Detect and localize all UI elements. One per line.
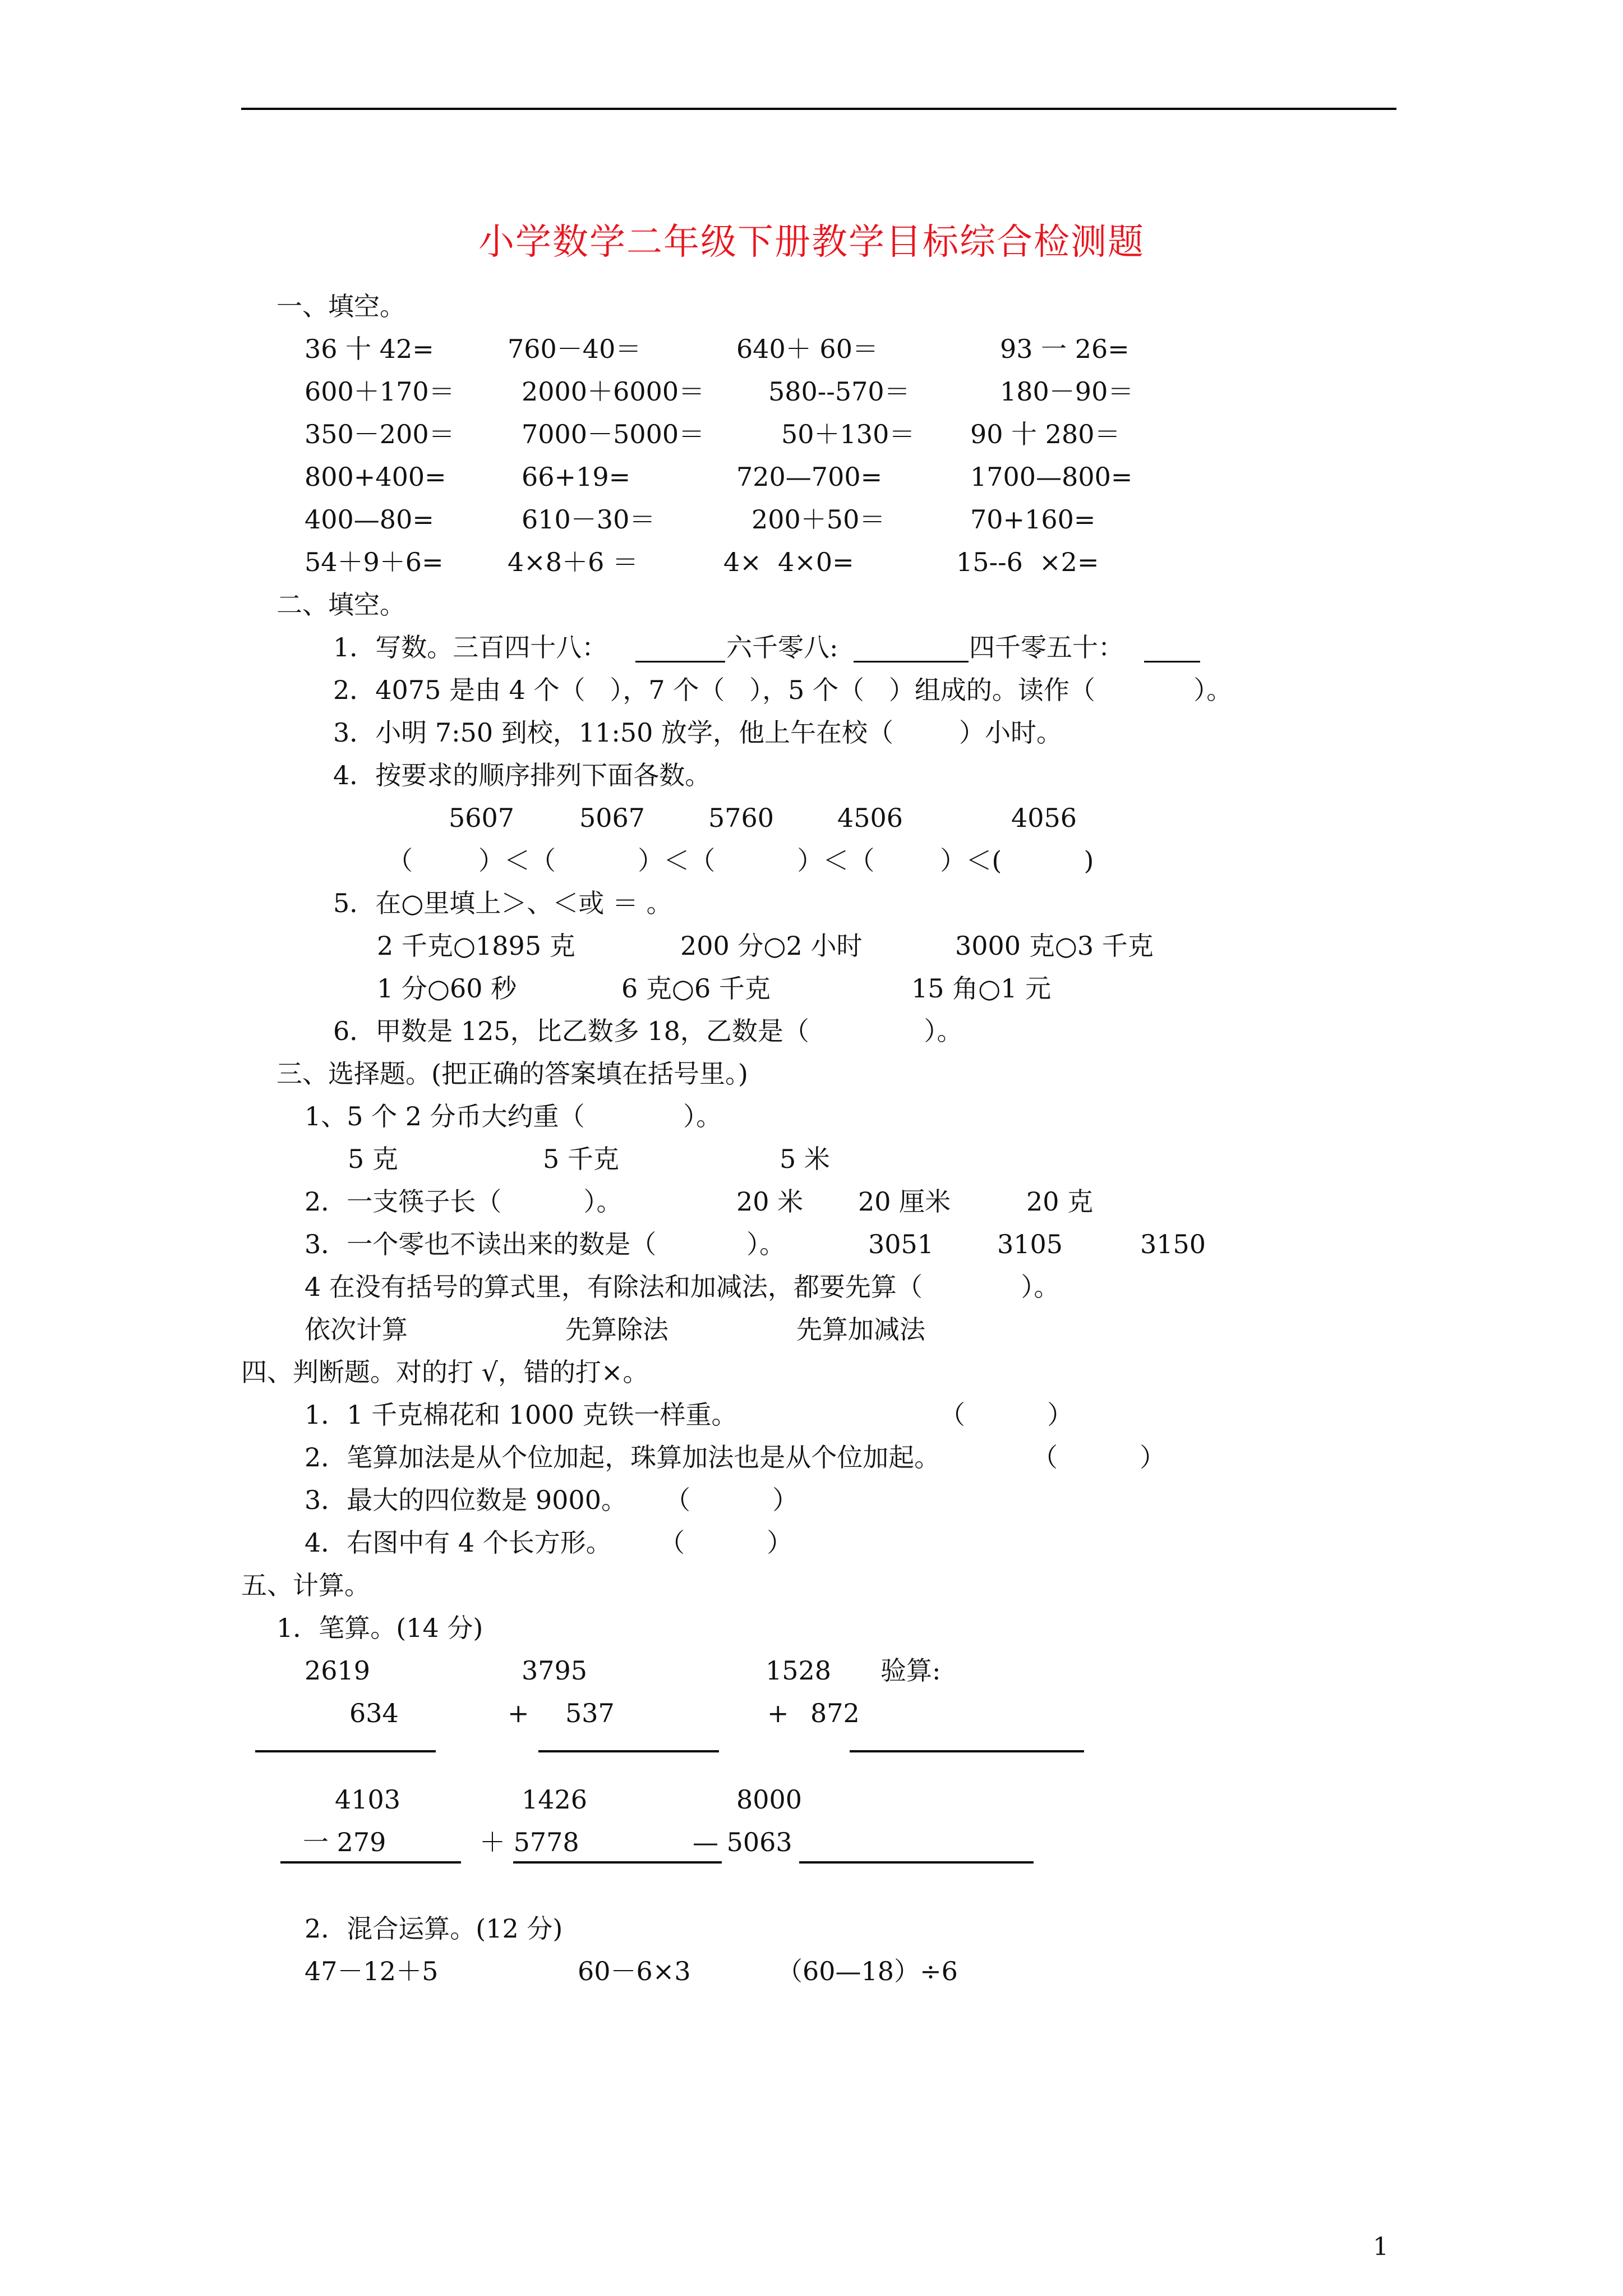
addend-bottom: 537: [565, 1698, 615, 1728]
s1-item: 7000－5000＝: [522, 419, 705, 449]
addend-top: 3795: [522, 1655, 588, 1686]
s4-statement: 2．笔算加法是从个位加起，珠算加法也是从个位加起。: [305, 1442, 940, 1473]
s3-option: 5 克: [348, 1144, 398, 1174]
mixed-expr: （60—18）÷6: [777, 1956, 958, 1986]
s1-item: 600＋170＝: [305, 376, 455, 407]
s2-q4-number: 4506: [837, 803, 903, 833]
mixed-expr: 47－12＋5: [305, 1956, 439, 1986]
section-1-heading: 一、填空。: [276, 291, 405, 321]
s1-item: 2000＋6000＝: [522, 376, 705, 407]
s1-item: 720—700=: [736, 462, 883, 492]
s2-q2: 2．4075 是由 4 个（ ），7 个（ ），5 个（ ）组成的。读作（ ）。: [333, 675, 1233, 705]
section-5-heading: 五、计算。: [241, 1570, 370, 1600]
s1-item: 760－40＝: [508, 334, 642, 364]
s2-q4-number: 5607: [449, 803, 515, 833]
s3-option: 3150: [1140, 1229, 1206, 1259]
s3-option: 20 厘米: [858, 1186, 951, 1217]
s2-q4: 4．按要求的顺序排列下面各数。: [333, 760, 711, 790]
calc-underline: [255, 1750, 436, 1752]
s2-q1-label: 1．写数。三百四十八：: [333, 632, 608, 662]
verify-underline: [850, 1750, 1084, 1752]
addend-bottom: 634: [349, 1698, 399, 1728]
s2-q5-item: 6 克○6 千克: [621, 973, 771, 1004]
addend-top: 2619: [305, 1655, 371, 1686]
s3-option: 先算加减法: [796, 1314, 925, 1345]
subtrahend-top: 1426: [522, 1784, 588, 1815]
page-title: 小学数学二年级下册教学目标综合检测题: [478, 222, 1145, 263]
s1-item: 54＋9＋6=: [305, 547, 444, 577]
calc-underline: [513, 1861, 722, 1864]
judge-bracket[interactable]: （ ）: [939, 1400, 1073, 1430]
s3-q1: 1、5 个 2 分币大约重（ ）。: [305, 1101, 722, 1131]
s1-item: 640＋ 60＝: [736, 334, 878, 364]
s2-q5-item: 200 分○2 小时: [680, 931, 863, 961]
s1-item: 180－90＝: [1000, 376, 1134, 407]
s1-item: 93 一 26=: [1000, 334, 1129, 364]
s2-q4-order: （ ）＜（ ）＜（ ）＜（ ）＜( ): [387, 845, 1094, 876]
s3-option: 5 米: [780, 1144, 830, 1174]
judge-bracket[interactable]: （ ）: [659, 1527, 793, 1558]
s3-q2: 2．一支筷子长（ ）。: [305, 1186, 623, 1217]
judge-bracket[interactable]: （ ）: [665, 1485, 799, 1515]
subtrahend-bottom: ＋ 5778: [479, 1827, 579, 1857]
page-number: 1: [1373, 2233, 1389, 2261]
answer-blank[interactable]: [854, 661, 969, 662]
subtrahend-bottom: — 5063: [693, 1827, 792, 1857]
subtrahend-top: 8000: [736, 1784, 803, 1815]
s3-option: 5 千克: [543, 1144, 619, 1174]
s1-item: 90 十 280＝: [970, 419, 1121, 449]
calc-underline: [799, 1861, 1034, 1864]
subtrahend-top: 4103: [335, 1784, 401, 1815]
s1-item: 400—80=: [305, 504, 434, 535]
s2-q1-label: 六千零八:: [726, 632, 838, 662]
s1-item: 36 十 42=: [305, 334, 434, 364]
s4-statement: 3．最大的四位数是 9000。: [305, 1485, 627, 1515]
s3-q3: 3．一个零也不读出来的数是（ ）。: [305, 1229, 786, 1259]
verify-label: 验算:: [880, 1655, 941, 1686]
s1-item: 800+400=: [305, 462, 446, 492]
s2-q4-number: 5067: [579, 803, 645, 833]
s3-option: 20 克: [1026, 1186, 1094, 1217]
s3-option: 先算除法: [565, 1314, 668, 1345]
calc-underline: [280, 1861, 461, 1864]
answer-blank[interactable]: [1144, 661, 1200, 662]
calc-underline: [538, 1750, 719, 1752]
s1-item: 1700—800=: [970, 462, 1133, 492]
mixed-expr: 60－6×3: [578, 1956, 691, 1986]
s2-q4-number: 4056: [1011, 803, 1077, 833]
plus-sign: +: [767, 1698, 789, 1728]
s1-item: 4×8＋6 ＝: [508, 547, 638, 577]
s4-statement: 4．右图中有 4 个长方形。: [305, 1527, 612, 1558]
s5-q2: 2．混合运算。(12 分): [305, 1913, 563, 1944]
s2-q5-item: 3000 克○3 千克: [955, 931, 1154, 961]
s1-item: 610－30＝: [522, 504, 656, 535]
s3-q4: 4 在没有括号的算式里，有除法和加减法，都要先算（ ）。: [305, 1272, 1060, 1302]
subtrahend-bottom: 一 279: [303, 1827, 386, 1857]
section-2-heading: 二、填空。: [276, 590, 405, 620]
judge-bracket[interactable]: （ ）: [1032, 1442, 1166, 1473]
s1-item: 580--570＝: [768, 376, 910, 407]
s2-q6: 6．甲数是 125，比乙数多 18，乙数是（ ）。: [333, 1016, 963, 1046]
s1-item: 50＋130＝: [781, 419, 915, 449]
s1-item: 66+19=: [522, 462, 631, 492]
s2-q5: 5．在○里填上＞、＜或 ＝ 。: [333, 888, 672, 918]
s3-option: 3105: [997, 1229, 1063, 1259]
s2-q3: 3．小明 7:50 到校，11:50 放学，他上午在校（ ）小时。: [333, 717, 1062, 748]
s2-q5-item: 15 角○1 元: [911, 973, 1052, 1004]
addend-bottom: 872: [810, 1698, 860, 1728]
answer-blank[interactable]: [635, 661, 725, 662]
s1-item: 350－200＝: [305, 419, 455, 449]
plus-sign: +: [508, 1698, 529, 1728]
s2-q4-number: 5760: [708, 803, 774, 833]
s2-q5-item: 2 千克○1895 克: [377, 931, 575, 961]
s1-item: 70+160=: [970, 504, 1096, 535]
header-rule: [241, 108, 1396, 110]
s3-option: 20 米: [736, 1186, 804, 1217]
s1-item: 15--6 ×2=: [956, 547, 1099, 577]
s3-option: 依次计算: [305, 1314, 408, 1345]
s1-item: 200＋50＝: [751, 504, 886, 535]
section-3-heading: 三、选择题。(把正确的答案填在括号里。): [276, 1059, 748, 1089]
section-4-heading: 四、判断题。对的打 √，错的打×。: [241, 1357, 649, 1387]
s5-q1: 1．笔算。(14 分): [276, 1613, 483, 1643]
s2-q5-item: 1 分○60 秒: [377, 973, 517, 1004]
s3-option: 3051: [868, 1229, 934, 1259]
s1-item: 4× 4×0=: [723, 547, 854, 577]
s2-q1-label: 四千零五十：: [969, 632, 1124, 662]
s4-statement: 1．1 千克棉花和 1000 克铁一样重。: [305, 1400, 737, 1430]
addend-top: 1528: [766, 1655, 832, 1686]
